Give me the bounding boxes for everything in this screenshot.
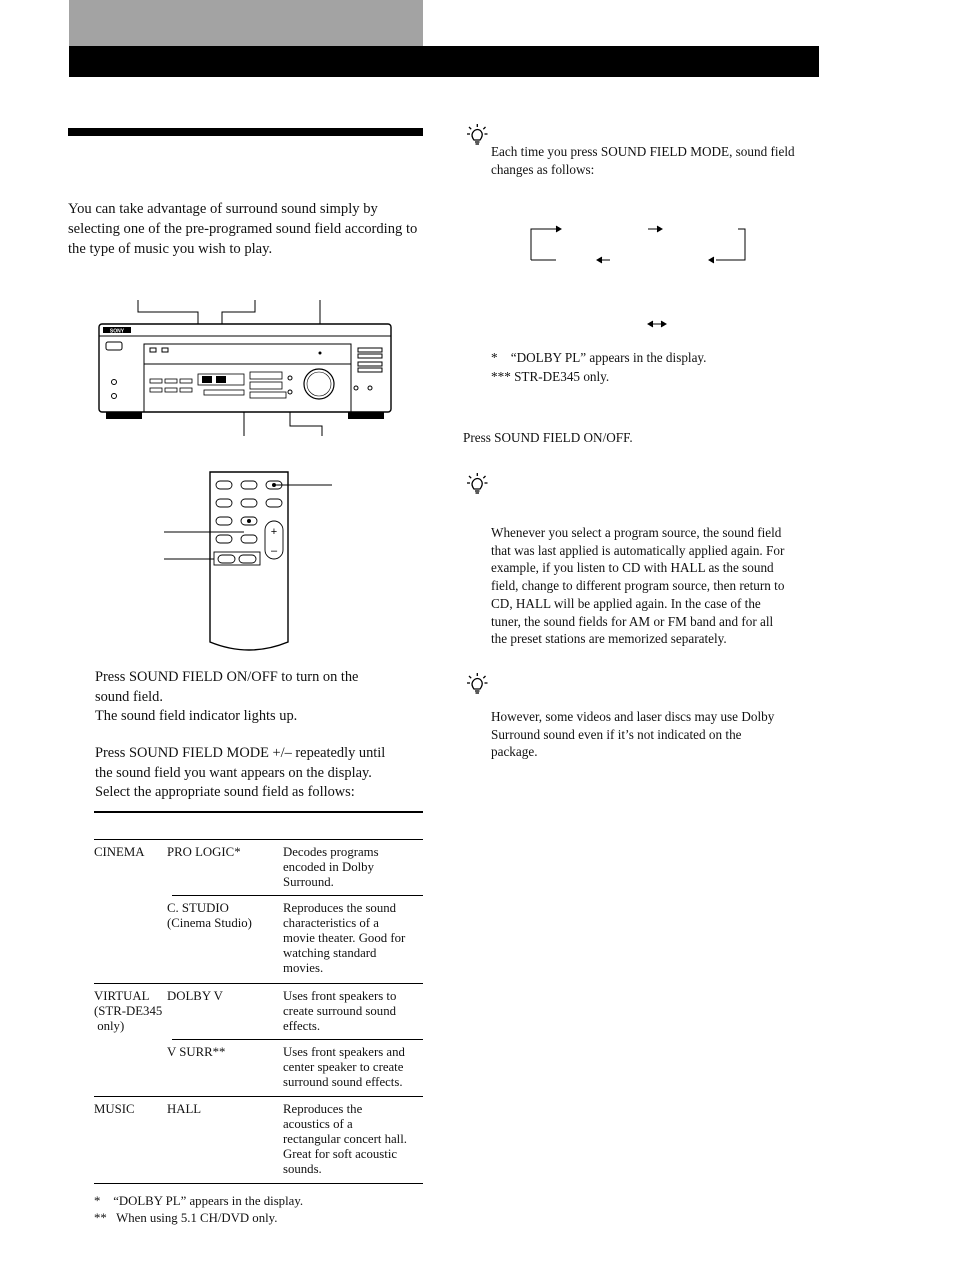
table-row-rule	[172, 1039, 423, 1040]
table-row-desc	[283, 989, 423, 1034]
step-2	[95, 744, 425, 803]
tip-line: Surround sound even if it’s not indicated on the	[491, 726, 742, 742]
desc-line: characteristics of a	[283, 916, 379, 930]
mode-line: (Cinema Studio)	[167, 916, 252, 930]
tip-line: Whenever you select a program source, the sound field	[491, 525, 782, 540]
desc-line: surround sound effects.	[283, 1075, 403, 1089]
tip-2-text	[491, 524, 821, 648]
tip-line: field, change to different program source, then return to	[491, 578, 785, 594]
tip-line: Each time you press SOUND FIELD MODE, sound field	[491, 144, 795, 159]
svg-text:+: +	[270, 526, 278, 538]
section-rule	[68, 128, 423, 136]
receiver-illustration	[94, 296, 400, 656]
table-footnote: ** When using 5.1 CH/DVD only.	[94, 1211, 278, 1225]
desc-line: encoded in Dolby	[283, 860, 374, 874]
note-line: * “DOLBY PL” appears in the display.	[491, 350, 707, 365]
note-line: *** STR-DE345 only.	[491, 369, 610, 384]
tip-line: CD, HALL will be applied again. In the case of the	[491, 595, 761, 611]
table-footnote: * “DOLBY PL” appears in the display.	[94, 1194, 304, 1208]
table-row-rule	[94, 1096, 423, 1097]
tip-line: changes as follows:	[491, 161, 595, 177]
desc-line: watching standard	[283, 946, 377, 960]
desc-line: acoustics of a	[283, 1117, 353, 1131]
table-row-rule	[94, 983, 423, 984]
lightbulb-icon	[465, 123, 489, 147]
group-line: VIRTUAL	[94, 989, 150, 1003]
desc-line: Uses front speakers and	[283, 1045, 405, 1059]
desc-line: Reproduces the sound	[283, 901, 397, 915]
table-row-desc	[283, 1045, 423, 1090]
lightbulb-icon	[465, 472, 489, 496]
step-1	[95, 668, 425, 727]
table-row-group	[94, 989, 162, 1034]
step-1-line-1: Press SOUND FIELD ON/OFF to turn on the	[95, 669, 359, 685]
desc-line: Uses front speakers to	[283, 989, 397, 1003]
tip-line: that was last applied is automatically applied again. For	[491, 542, 785, 558]
step-1-line-2: sound field.	[95, 688, 163, 705]
table-top-rule	[94, 811, 423, 813]
desc-line: sounds.	[283, 1162, 322, 1176]
desc-line: movie theater. Good for	[283, 931, 406, 945]
step-1-line-3: The sound field indicator lights up.	[95, 708, 298, 724]
table-row-mode: HALL	[167, 1102, 202, 1116]
intro-text: You can take advantage of surround sound simply by selecting one of the pre-programed sound field according to the type of music you wish to play.	[68, 201, 418, 257]
tip-3-text	[491, 708, 821, 761]
header-black-band	[69, 46, 819, 77]
tip-line: the preset stations are memorized separately.	[491, 631, 727, 647]
mode-line: C. STUDIO	[167, 901, 229, 915]
step-2-line-2: the sound field you want appears on the display.	[95, 764, 372, 781]
desc-line: center speaker to create	[283, 1060, 404, 1074]
group-line: only)	[94, 1019, 125, 1033]
table-row-rule	[172, 895, 423, 896]
tip-1-text	[491, 143, 821, 178]
table-row-desc	[283, 1102, 423, 1177]
header-gray-tab	[69, 0, 423, 46]
lightbulb-icon	[465, 672, 489, 696]
table-row-mode: PRO LOGIC*	[167, 845, 241, 859]
brand-logo: SONY	[109, 328, 125, 335]
tip-line: However, some videos and laser discs may use Dolby	[491, 709, 775, 724]
table-header-rule	[94, 839, 423, 840]
turn-off-instruction: Press SOUND FIELD ON/OFF.	[463, 430, 633, 445]
sound-field-cycle-diagram	[528, 220, 750, 332]
table-row-mode	[167, 901, 252, 931]
step-2-line-3: Select the appropriate sound field as follows:	[95, 784, 355, 800]
step-2-line-1: Press SOUND FIELD MODE +/– repeatedly until	[95, 745, 386, 761]
table-row-desc	[283, 845, 423, 890]
table-bottom-rule	[94, 1183, 423, 1184]
table-row-mode: DOLBY V	[167, 989, 223, 1003]
desc-line: effects.	[283, 1019, 321, 1033]
tip-line: tuner, the sound fields for AM or FM band and for all	[491, 613, 774, 629]
desc-line: Reproduces the	[283, 1102, 363, 1116]
tip-line: example, if you listen to CD with HALL as the sound	[491, 560, 774, 576]
desc-line: create surround sound	[283, 1004, 397, 1018]
desc-line: Surround.	[283, 875, 334, 889]
desc-line: Decodes programs	[283, 845, 379, 859]
table-row-group: CINEMA	[94, 845, 145, 859]
desc-line: Great for soft acoustic	[283, 1147, 398, 1161]
table-row-group: MUSIC	[94, 1102, 135, 1116]
group-line: (STR-DE345	[94, 1004, 163, 1018]
desc-line: rectangular concert hall.	[283, 1132, 407, 1146]
tip-line: package.	[491, 744, 538, 760]
desc-line: movies.	[283, 961, 324, 975]
table-row-desc	[283, 901, 423, 976]
svg-text:–: –	[270, 545, 278, 557]
table-row-mode: V SURR**	[167, 1045, 226, 1059]
